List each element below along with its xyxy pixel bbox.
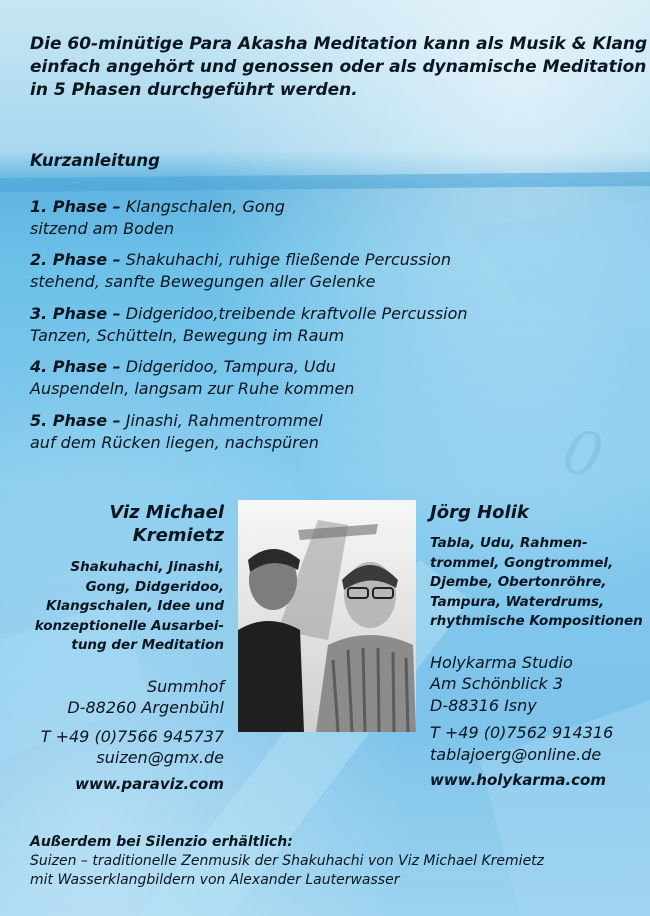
phase-instruments: Jinashi, Rahmentrommel [120,411,323,430]
artist-right-address-3: D-88316 Isny [430,695,537,715]
section-heading: Kurzanleitung [30,151,160,170]
phase-action: auf dem Rücken liegen, nachspüren [30,433,319,452]
artist-left-phone: T +49 (0)7566 945737 [40,726,224,746]
artist-left-instruments-2: Gong, Didgeridoo, [85,578,224,595]
artist-left-address-2: D-88260 Argenbühl [67,698,224,717]
phase-5 [30,410,323,454]
artist-left-instruments-4: konzeptionelle Ausarbei- [34,617,224,634]
phase-instruments: Shakuhachi, ruhige fließende Percussion [120,250,451,269]
footer [30,833,544,890]
phase-action: Auspendeln, langsam zur Ruhe kommen [30,379,355,398]
phase-1 [30,196,285,240]
artist-right-phone: T +49 (0)7562 914316 [430,723,614,742]
artist-left-instruments-1: Shakuhachi, Jinashi, [70,559,224,575]
footer-heading: Außerdem bei Silenzio erhältlich: [30,834,293,850]
phase-action: stehend, sanfte Bewegungen aller Gelenke [30,272,376,291]
phase-label: 2. Phase – [30,250,121,269]
artist-left-email[interactable]: suizen@gmx.de [96,748,224,767]
phase-instruments: Didgeridoo, Tampura, Udu [120,357,336,376]
artist-right-instruments-4: Tampura, Waterdrums, [430,593,605,610]
artist-left-name-1: Viz Michael [109,502,224,523]
phase-label: 5. Phase – [30,411,121,430]
phase-label: 4. Phase – [30,357,121,376]
phase-3 [30,303,468,347]
artists-photo [238,500,416,732]
artist-right [430,501,643,789]
artist-right-email[interactable]: tablajoerg@online.de [430,744,602,764]
artist-right-instruments-3: Djembe, Obertonröhre, [430,574,607,590]
phase-label: 1. Phase – [30,197,121,216]
intro-line-2: einfach angehört und genossen oder als dynamische Meditation [30,57,647,77]
artist-left-name-2: Kremietz [132,525,224,546]
artist-right-website-link[interactable]: www.holykarma.com [430,771,606,789]
phase-2 [30,249,451,293]
artist-right-name: Jörg Holik [430,502,529,523]
phase-action: Tanzen, Schütteln, Bewegung im Raum [30,326,345,345]
phase-label: 3. Phase – [30,304,121,323]
artist-left-instruments-3: Klangschalen, Idee und [45,598,224,614]
artist-right-address-2: Am Schönblick 3 [430,674,564,693]
artist-left [35,501,224,793]
artist-left-address-1: Summhof [146,676,224,696]
phase-4 [30,356,354,400]
phase-action: sitzend am Boden [30,219,175,238]
artist-right-instruments-2: trommel, Gongtrommel, [430,554,614,571]
intro-line-3: in 5 Phasen durchgeführt werden. [30,80,358,100]
footer-line-2: mit Wasserklangbildern von Alexander Lauterwasser [30,872,400,888]
phase-instruments: Klangschalen, Gong [120,197,285,216]
artist-left-instruments-5: tung der Meditation [71,637,224,653]
svg-text:0: 0 [556,416,609,493]
intro-text [30,33,648,102]
footer-line-1: Suizen – traditionelle Zenmusik der Shakuhachi von Viz Michael Kremietz [30,853,545,869]
phase-instruments: Didgeridoo,treibende kraftvolle Percussion [120,304,468,323]
intro-line-1: Die 60-minütige Para Akasha Meditation kann als Musik & Klang [30,34,648,54]
artist-right-instruments-1: Tabla, Udu, Rahmen- [430,535,588,551]
artist-right-instruments-5: rhythmische Kompositionen [430,613,643,629]
artist-right-address-1: Holykarma Studio [430,652,573,672]
artist-left-website-link[interactable]: www.paraviz.com [75,774,224,793]
